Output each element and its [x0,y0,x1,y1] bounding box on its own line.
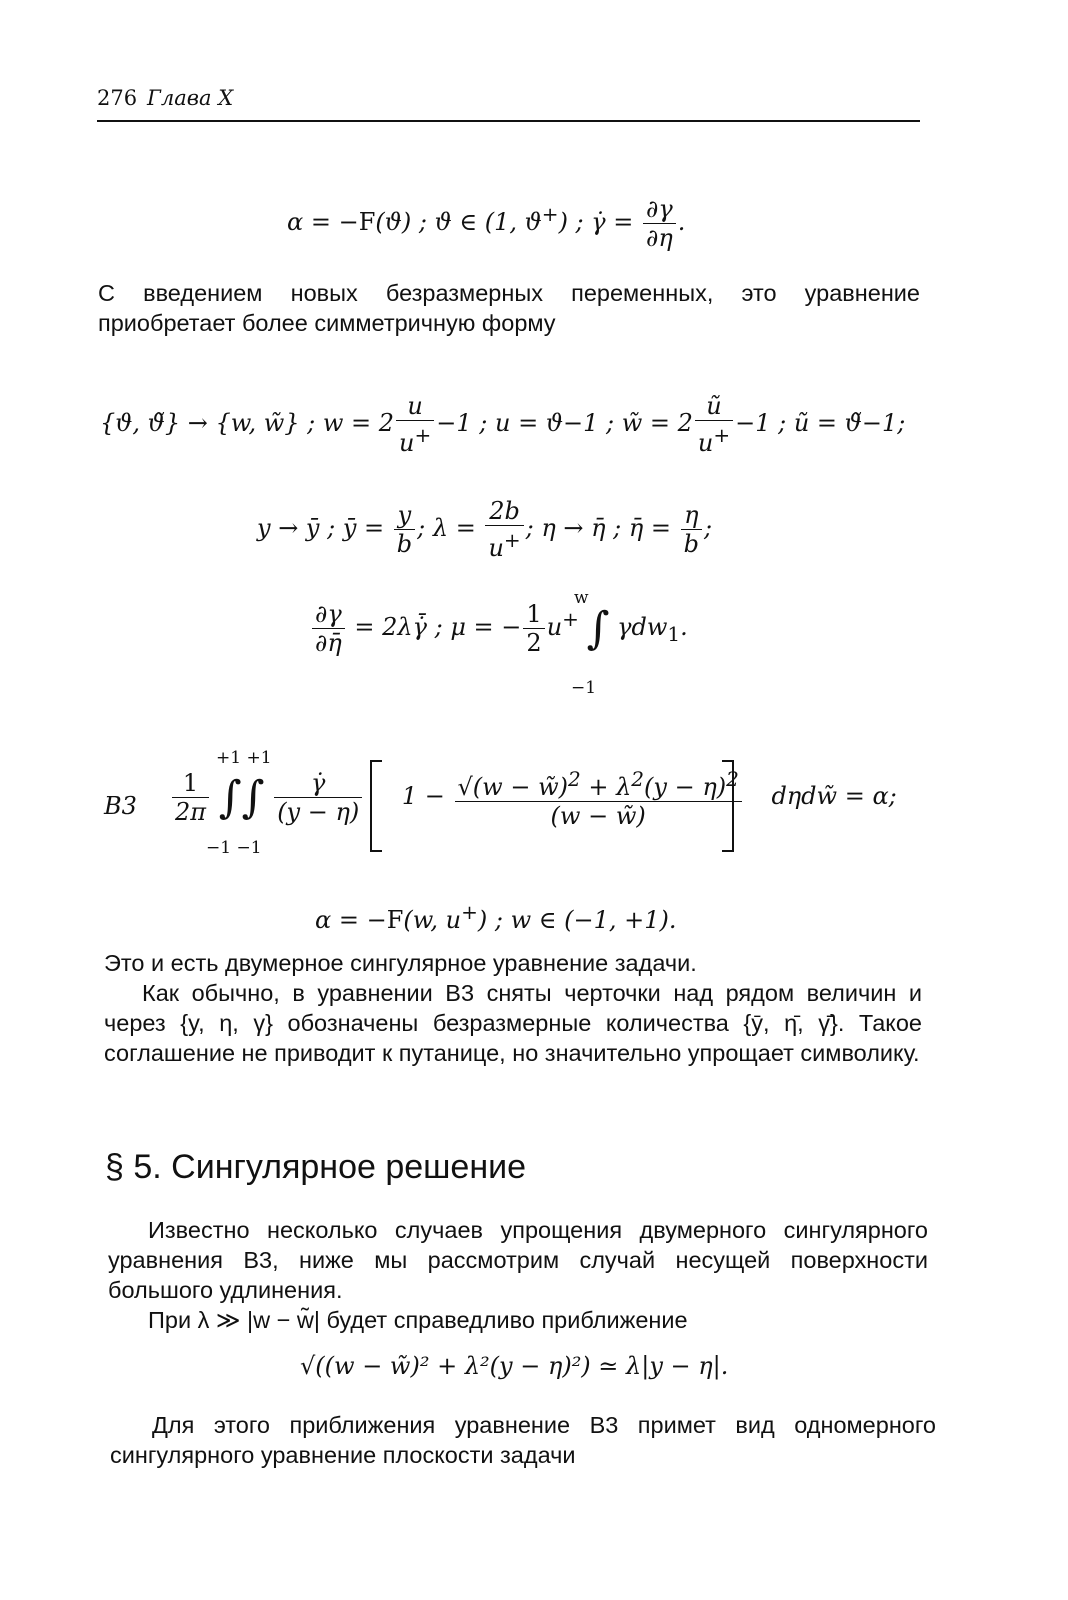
equation-b3: $\frac{1}{2\pi}$ ∫∫ $\frac{\gammȧ}{(y - \eta)}$ 1 − $\frac{√(w - w̃)^2 + \lambda^2(y - \eta)^2}{(w - w̃)}$ dηdw̃ = α; [170,765,897,830]
equation-3: y → ȳ ; ȳ = $\frac{y}{b}$ ; λ = $\frac{2b}{u^+}$ ; η → η̄ ; η̄ = $\frac{\eta}{b}$ ; [257,497,713,562]
equation-6: α = −F(w, u+) ; w ∈ (−1, +1). [315,900,677,934]
chapter-title: Глава X [147,86,234,110]
paragraph-6: Для этого приближения уравнение B3 примет вид одномерного сингулярного уравнение плоскости задачи [110,1412,936,1468]
equation-2: {ϑ, ϑ̃} → {w, w̃} ; w = 2 $\frac{u}{u^+}$ −1 ; u = ϑ−1 ; w̃ = 2 $\frac{ũ}{u^+}$ −1 ; ũ = ϑ̃−1; [100,392,906,457]
section-title: § 5. Сингулярное решение [105,1148,527,1186]
paragraph-5: При λ ≫ |w − w̃| будет справедливо приближение [148,1307,688,1333]
page-header [97,86,920,122]
equation-7: √((w − w̃)² + λ²(y − η)²) ≃ λ|y − η|. [300,1352,729,1380]
paragraph-2: Это и есть двумерное сингулярное уравнение задачи. [104,950,697,976]
paragraph-1: С введением новых безразмерных переменных, это уравнение приобретает более симметричную форму [98,280,920,336]
paragraph-4: Известно несколько случаев упрощения двумерного сингулярного уравнения B3, ниже мы рассмотрим случай несущей поверхности большого удлинения. [108,1217,928,1303]
page-number: 276 [97,86,138,110]
equation-1: α = −F(ϑ) ; ϑ ∈ (1, ϑ+) ; γ̇ = $\frac{\partial\gamma}{\partial\eta}$ . [287,195,686,252]
equation-b3-label: B3 [104,792,137,820]
paragraph-3: Как обычно, в уравнении B3 сняты черточки над рядом величин и через {y, η, γ} обозначены безразмерные количества {ȳ, η̄, γ̄}. Такое соглашение не приводит к путанице, но значительно упрощает символику. [104,980,922,1066]
equation-4: $\frac{\partial\gamma}{\partial\etā}$ = 2λγ̇̄ ; μ = − $\frac{1}{2}$ u+ ∫ γdw$_1$. [310,600,688,657]
